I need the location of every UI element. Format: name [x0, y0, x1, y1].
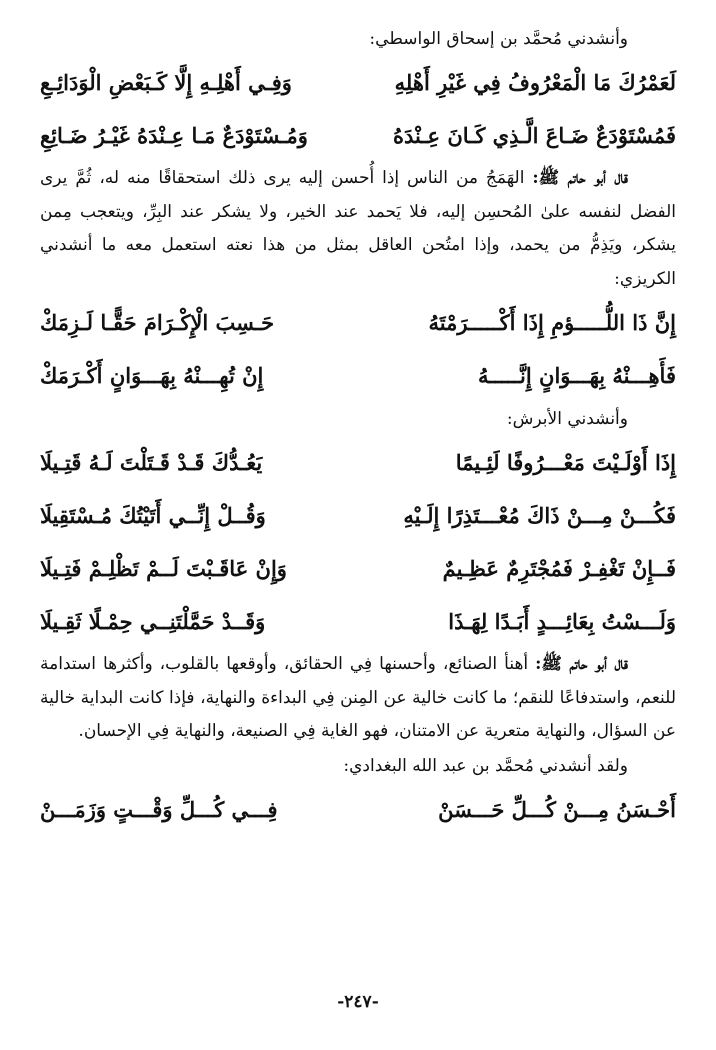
verse-first-hemistich: فَكُـــنْ مِـــنْ ذَاكَ مُعْـــتَذِرًا إِلَـيْهِ [403, 503, 676, 528]
verse-first-hemistich: وَلَـــسْتُ بِعَائِـــدٍ أَبَـدًا لِهَـذَا [448, 609, 676, 634]
poem [40, 783, 676, 836]
verse-intro: وأنشدني الأبرش: [506, 409, 628, 429]
speaker-label: قال أبو حاتم ﷺ: [535, 654, 628, 674]
verse-second-hemistich: إِنْ تُهِـــنْهُ بِهَـــوَانٍ أَكْـرَمَكْ [40, 363, 264, 388]
verse-first-hemistich: فَأَهِـــنْهُ بِهَـــوَانٍ إِنَّـــــهُ [478, 363, 676, 388]
verse-first-hemistich: فَــإِنْ تَغْفِـرْ فَمُجْتَرِمٌ عَظِـيمٌ [442, 556, 676, 581]
verse-line [40, 542, 676, 595]
verse-line [40, 595, 676, 648]
prose-paragraph [40, 162, 676, 296]
verse-second-hemistich: وَفِـي أَهْلِـهِ إِلَّا كَـبَعْضِ الْوَدَائِـعِ [40, 70, 292, 95]
verse-second-hemistich: يَعُـدُّكَ قَـدْ قَـتَلْتَ لَـهُ قَتِـيلَا [40, 450, 263, 475]
verse-line [40, 109, 676, 162]
verse-second-hemistich: وَمُـسْتَوْدَعٌ مَـا عِـنْدَهُ غَيْـرُ ضَـائِعِ [40, 123, 308, 148]
verse-line [40, 436, 676, 489]
page-number: -٢٤٧- [337, 992, 379, 1012]
poem [40, 296, 676, 402]
verse-line [40, 56, 676, 109]
verse-line [40, 783, 676, 836]
verse-intro: ولقد أنشدني مُحمَّد بن عبد الله البغدادي: [343, 755, 628, 776]
verse-line [40, 489, 676, 542]
verse-second-hemistich: حَـسِبَ الْإِكْـرَامَ حَقًّـا لَـزِمَكْ [40, 310, 275, 335]
verse-first-hemistich: فَمُسْتَوْدَعٌ ضَـاعَ الَّـذِي كَـانَ عِـنْدَهُ [393, 123, 676, 148]
verse-second-hemistich: فِـــي كُـــلِّ وَقْـــتٍ وَزَمَـــنْ [40, 796, 278, 822]
verse-second-hemistich: وَقُــلْ إِنِّــي أَتَيْتُكَ مُـسْتَقِيلَا [40, 503, 266, 528]
verse-line [40, 296, 676, 349]
verse-intro: وأنشدني مُحمَّد بن إسحاق الواسطي: [369, 29, 628, 49]
verse-first-hemistich: إِذَا أَوْلَـيْتَ مَعْـــرُوفًا لَئِـيمًا [455, 450, 676, 475]
verse-line [40, 349, 676, 402]
verse-second-hemistich: وَإِنْ عَاقَـبْتَ لَــمْ تَظْلِـمْ فَتِـيلَا [40, 556, 287, 581]
prose-paragraph [40, 648, 676, 749]
poem [40, 436, 676, 648]
paragraph-text: الهَمَجُ من الناس إذا أُحسن إليه يرى ذلك استحقاقًا منه له، ثُمَّ يرى الفضل لنفسه علىٰ المُحسِن إليه، فلا يَحمد عند الخير، ولا يشكر عند البِرِّ، ويتعجب مِمن يشكر، ويَذِمُّ من يحمد، وإذا امتُحن العاقل بمثل من هذا نعته استعمل معه ما أنشدني الكريزي: [40, 168, 676, 289]
speaker-label: قال أبو حاتم ﷺ: [532, 168, 628, 188]
paragraph-text: أهنأ الصنائع، وأحسنها فِي الحقائق، وأوقعها بالقلوب، وأكثرها استدامة للنعم، واستدفاعًا للنقم؛ ما كانت خالية عن المِنن فِي البداءة والنهاية، فإذا كانت البداية خالية عن السؤال، والنهاية متعرية عن الامتنان، فهو الغاية فِي الصنيعة، والنهاية فِي الإحسان. [40, 654, 676, 741]
page-body [40, 22, 676, 836]
verse-first-hemistich: إِنَّ ذَا اللُّـــــؤمِ إِذَا أَكْـــــرَمْتَهُ [428, 310, 676, 335]
verse-first-hemistich: أَحْـسَنُ مِـــنْ كُـــلِّ حَـــسَنْ [438, 796, 676, 822]
poem [40, 56, 676, 162]
verse-second-hemistich: وَقَــدْ حَمَّلْتَنِــي حِمْـلًا ثَقِـيلَا [40, 609, 266, 634]
verse-first-hemistich: لَعَمْرُكَ مَا الْمَعْرُوفُ فِي غَيْرِ أَهْلِهِ [394, 70, 676, 95]
